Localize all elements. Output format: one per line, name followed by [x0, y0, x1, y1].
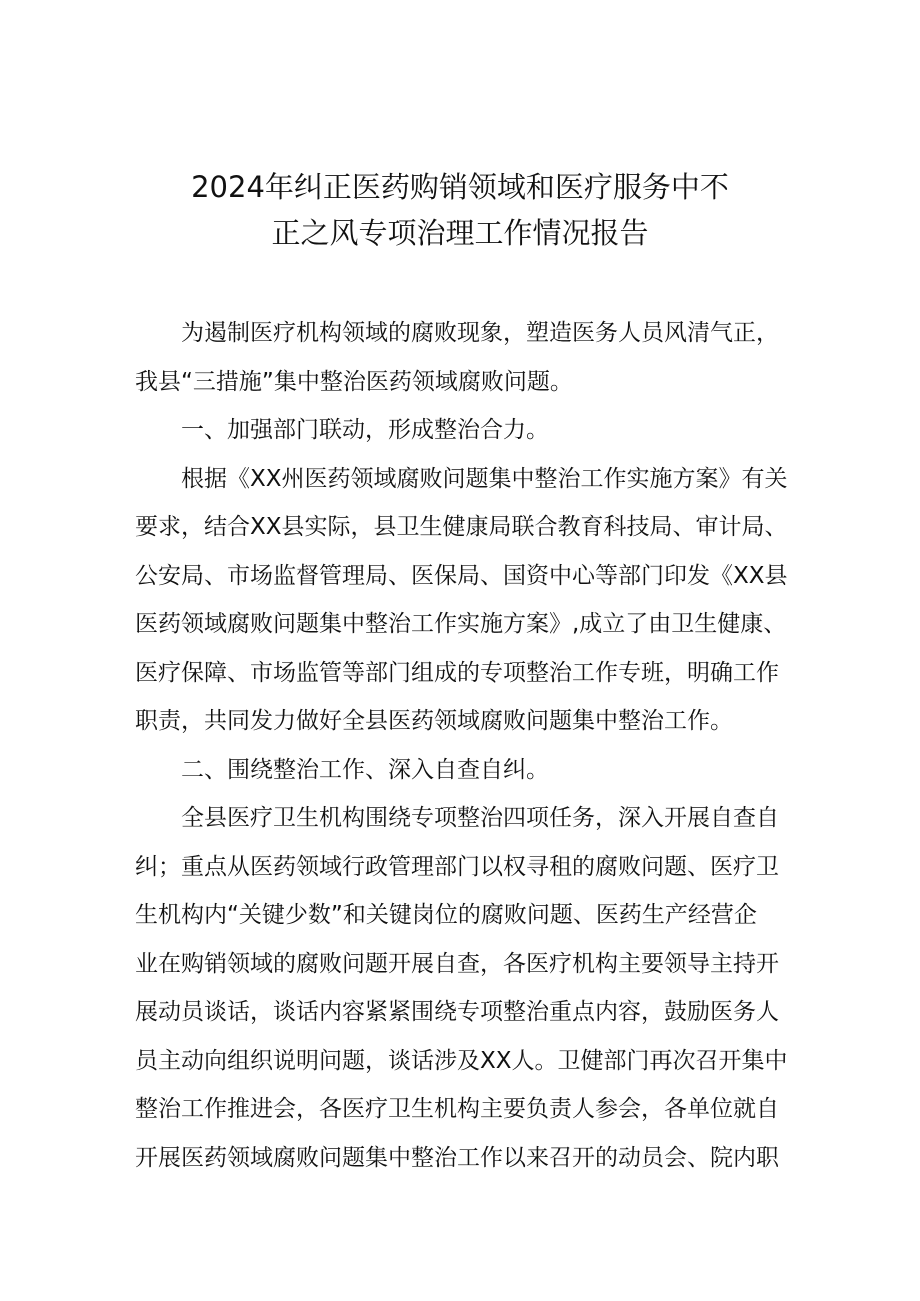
title-line-2: 正之风专项治理工作情况报告 [271, 216, 649, 250]
body-line: 生机构内“关键少数”和关键岗位的腐败问题、医药生产经营企 [135, 902, 757, 928]
body-line: 我县“三措施”集中整治医药领域腐败问题。 [135, 368, 573, 395]
body-line: 根据《XX州医药领域腐败问题集中整治工作实施方案》有关 [181, 465, 788, 492]
document-title [120, 164, 800, 256]
body-line: 开展医药领域腐败问题集中整治工作以来召开的动员会、院内职 [135, 1144, 779, 1171]
body-line: 为遏制医疗机构领域的腐败现象，塑造医务人员风清气正， [181, 320, 779, 346]
body-line: 整治工作推进会，各医疗卫生机构主要负责人参会，各单位就自 [135, 1096, 779, 1122]
body-line: 展动员谈话，谈话内容紧紧围绕专项整治重点内容，鼓励医务人 [135, 999, 779, 1025]
section-heading-1: 一、加强部门联动，形成整治合力。 [181, 417, 549, 443]
body-line: 公安局、市场监督管理局、医保局、国资中心等部门印发《XX县 [135, 562, 788, 589]
body-line: 医疗保障、市场监管等部门组成的专项整治工作专班，明确工作 [135, 659, 779, 686]
title-line-1: 2024年纠正医药购销领域和医疗服务中不 [191, 170, 729, 204]
section-heading-2: 二、围绕整治工作、深入自查自纠。 [181, 756, 549, 783]
body-line: 全县医疗卫生机构围绕专项整治四项任务，深入开展自查自 [181, 805, 779, 831]
body-line: 要求，结合XX县实际，县卫生健康局联合教育科技局、审计局、 [135, 514, 788, 540]
body-line: 纠；重点从医药领域行政管理部门以权寻租的腐败问题、医疗卫 [135, 853, 779, 880]
body-line: 业在购销领域的腐败问题开展自查，各医疗机构主要领导主持开 [135, 950, 779, 977]
body-line: 职责，共同发力做好全县医药领域腐败问题集中整治工作。 [135, 708, 733, 734]
body-line: 员主动向组织说明问题，谈话涉及XX人。卫健部门再次召开集中 [135, 1047, 788, 1074]
body-line: 医药领域腐败问题集中整治工作实施方案》,成立了由卫生健康、 [135, 611, 787, 637]
document-body [135, 309, 795, 1182]
